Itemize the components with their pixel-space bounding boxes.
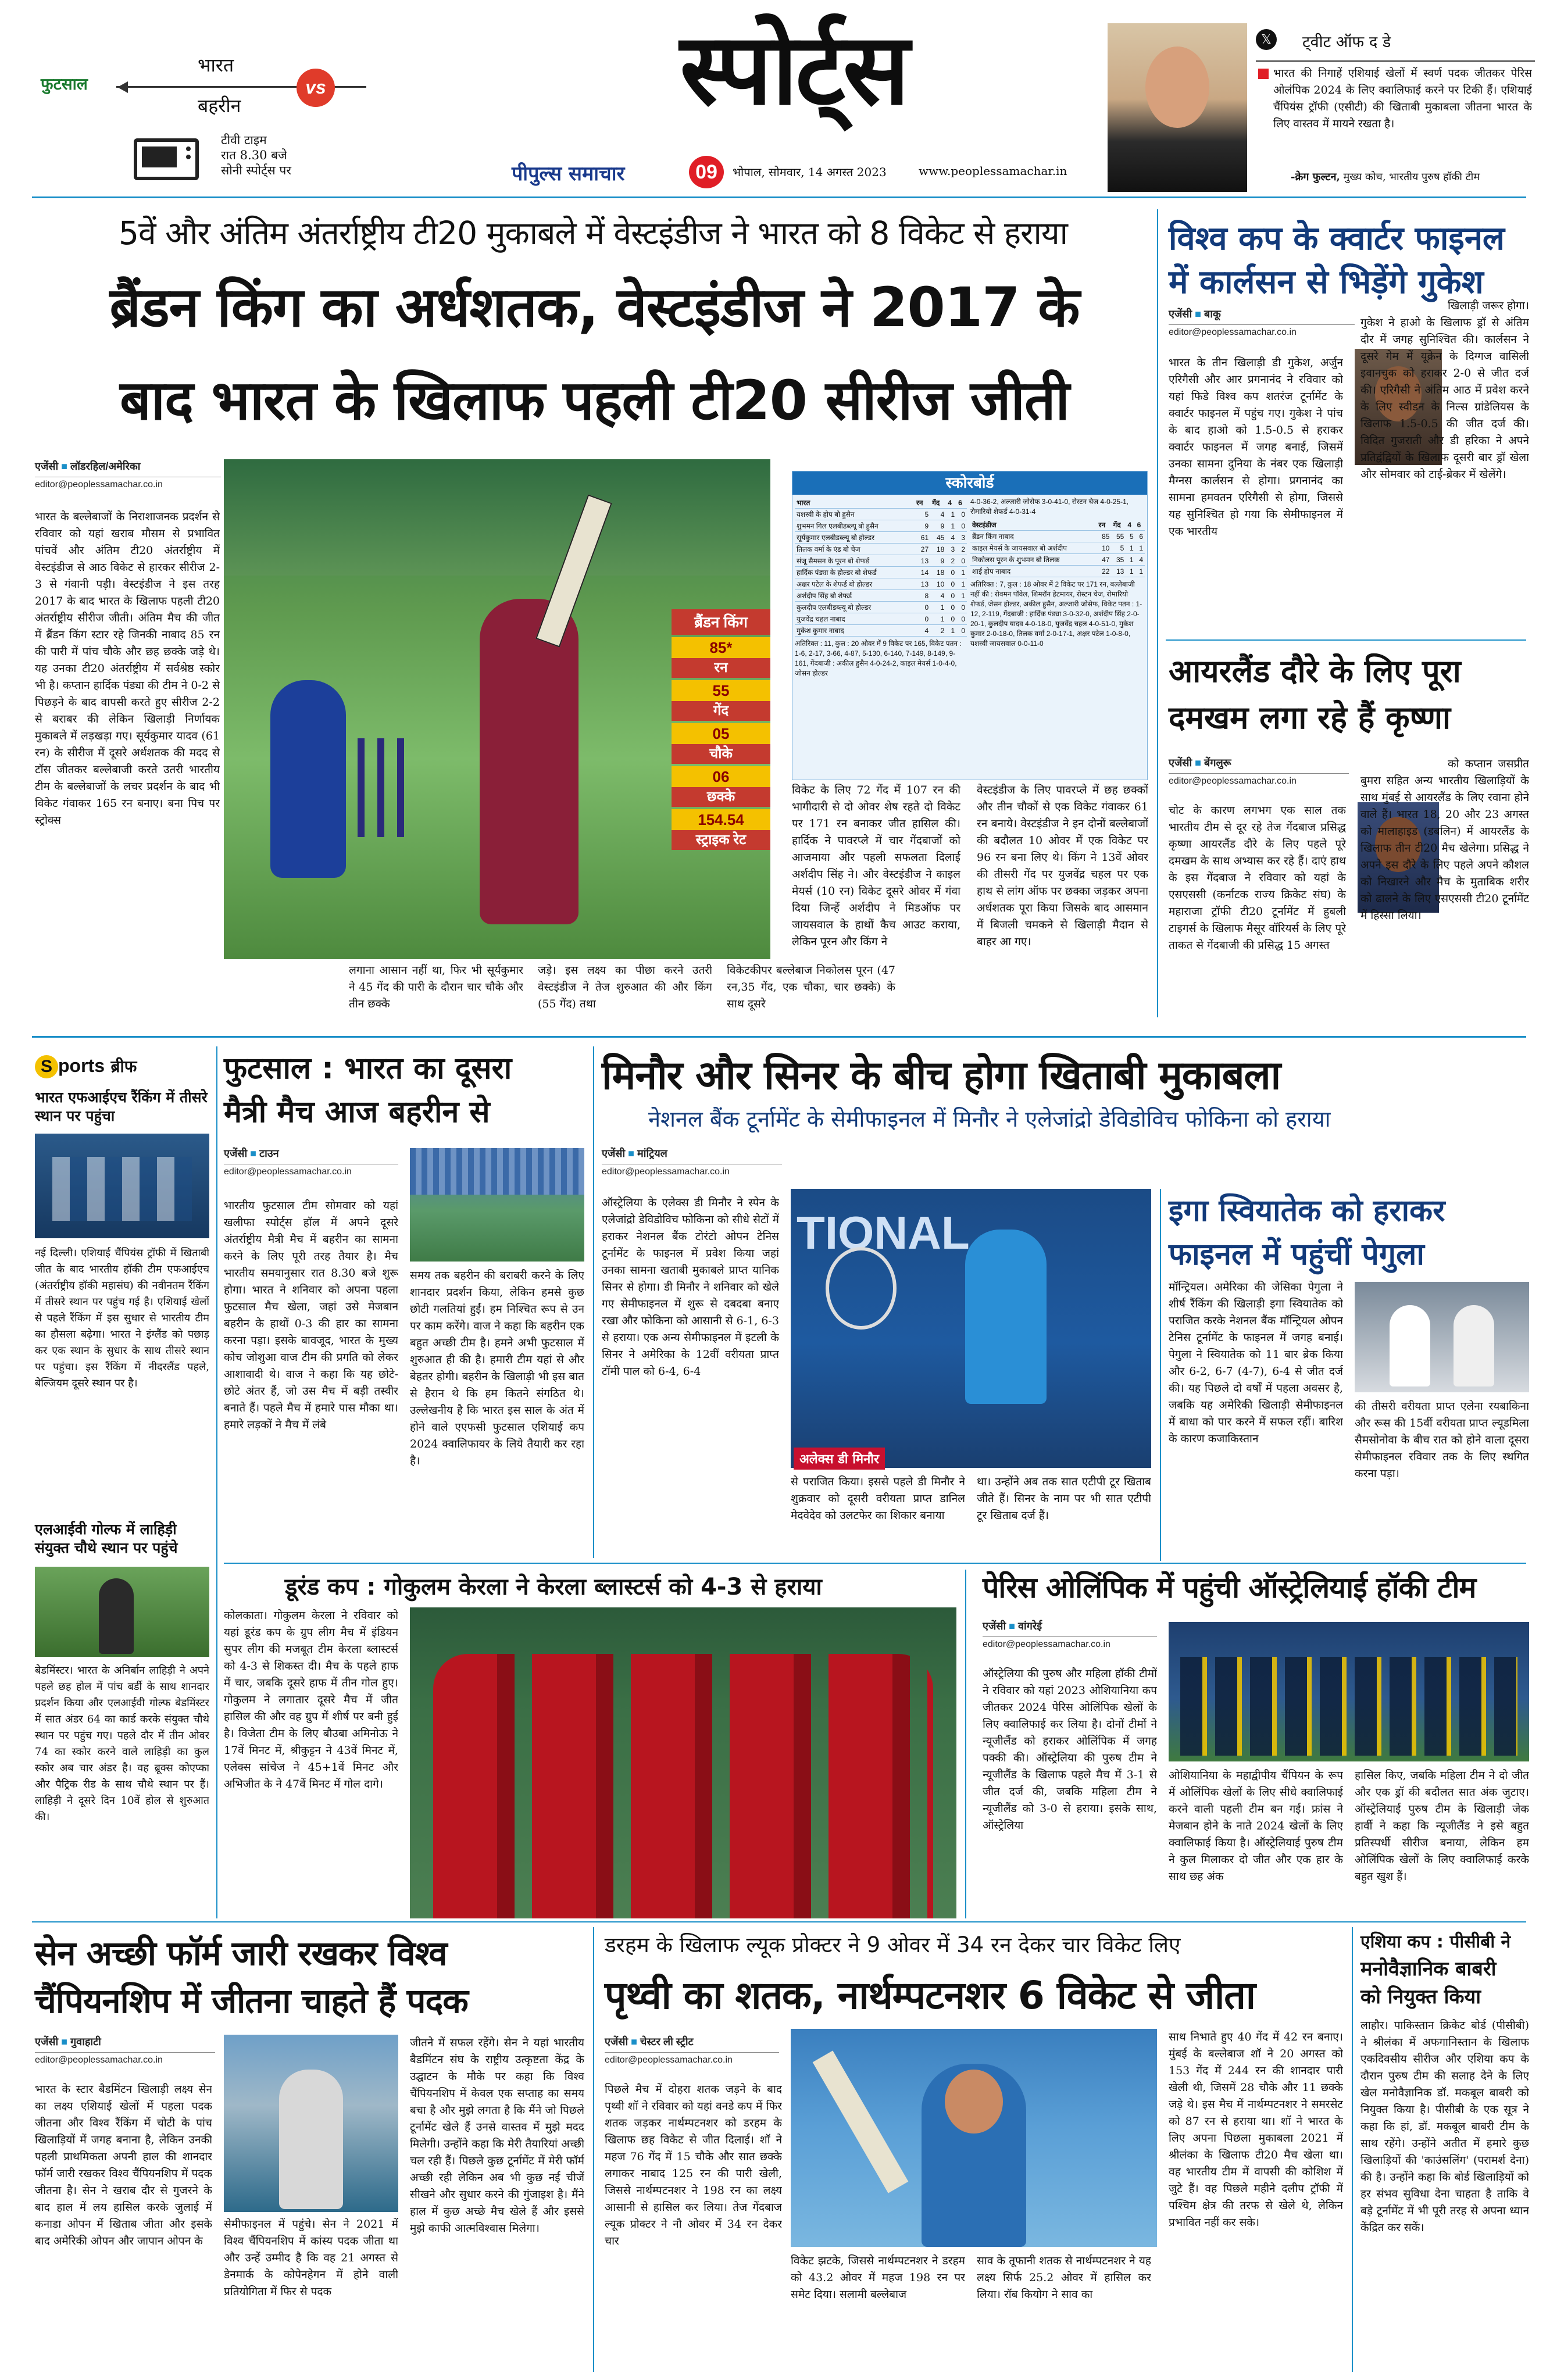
score-cell: 3	[946, 544, 956, 555]
score-cell: 1	[930, 613, 946, 625]
swiatek-col1: मॉन्ट्रियल। अमेरिका की जेसिका पेगुला ने शीर्ष रैंकिंग की खिलाड़ी इगा स्वियातेक को पराजित करके नेशनल बैंक मॉन्ट्रियल ओपन टेनिस टूर्नामेंट के फाइनल में जगह बनाई। पेगुला ने स्वियातेक को 11 बार ब्रेक किया और 6-2, 6-7 (4-7), 6-4 से जीत दर्ज की। यह पिछले दो वर्षों में पहला अवसर है, जबकि यह अमेरिकी खिलाड़ी सेमीफाइनल में बाधा को पार करने में सफल रहीं। बारिश के कारण कजाकिस्तान	[1169, 1281, 1343, 1445]
promo-arrowhead	[117, 81, 128, 93]
score-cell: 1	[1126, 554, 1135, 566]
sen-place: गुवाहाटी	[70, 2036, 101, 2047]
stumps	[358, 738, 404, 837]
score-cell: 4	[930, 590, 946, 602]
futsal-col1: भारतीय फुटसाल टीम सोमवार को यहां खलीफा स्पोर्ट्स हॉल में अपने दूसरे अंतर्राष्ट्रीय मैत्री मैच में बहरीन का सामना करने के लिए पूरी तरह तैयार है। मैच भारतीय समयानुसार रात 8.30 बजे शुरू होगा। भारत ने शनिवार को अपना पहला फुटसाल मैच खेला, जहां उसे मेजबान बहरीन के हाथों 0-3 की हार का सामना करना पड़ा। इसके बावजूद, भारत के मुख्य कोच जोशुआ वाज टीम की प्रगति को लेकर आशावादी थे। वाज ने कहा कि यह छोटे-छोटे अंतर हैं, जो उस मैच में बड़ी तस्वीर बनाते हैं। पहले मैच में हमारे पास मौका था। हमारे लड़कों ने मैच में लंबे	[224, 1199, 398, 1431]
pegula-photo	[1355, 1282, 1529, 1392]
score-cell: 9	[930, 555, 946, 567]
score-cell: शुभमन गिल एलबीडब्ल्यू बो हुसैन	[795, 520, 915, 532]
score-cell: 0	[956, 625, 967, 637]
chess-headline-1: विश्व कप के क्वार्टर फाइनल	[1169, 220, 1505, 258]
score-cell: 4	[946, 532, 956, 544]
fielder-figure	[270, 680, 346, 878]
chess-email: editor@peoplessamachar.co.in	[1169, 324, 1355, 338]
score-cell: 4	[930, 509, 946, 520]
krishna-headline-1: आयरलैंड दौरे के लिए पूरा	[1169, 653, 1461, 689]
sen-col0: जीतने में सफल रहेंगे। सेन ने यहां भारतीय बैडमिंटन संघ के राष्ट्रीय उत्कृष्टता केंद्र के उद्घाटन के मौके पर कहा कि विश्व चैंपियनशिप में केवल एक सप्ताह का समय बचा है और मुझे लगता है कि मैंने जो पिछले टूर्नामेंट खेले हैं उनसे वास्तव में मुझे मदद मिलेगी। उन्होंने कहा कि मेरी तैयारियां अच्छी चल रही हैं। पिछले कुछ टूर्नामेंट में मेरी फॉर्म अच्छी रही लेकिन अब भी कुछ नई चीजें सीखने और सुधार करने की गुंजाइश है। मैंने हाल में कुछ अच्छे मैच खेले हैं और इससे मुझे काफी आत्मविश्वास मिलेगा।	[410, 2036, 584, 2235]
tennis-col2: से पराजित किया। इससे पहले डी मिनौर ने शुक्रवार को दूसरी वरीयता प्राप्त डानिल मेदवेदेव को उलटफेर का शिकार बनाया	[791, 1475, 965, 1522]
tv-icon	[134, 138, 199, 180]
score-cell: 1	[956, 578, 967, 590]
score-cell: 0	[956, 509, 967, 520]
brief-label	[35, 1055, 137, 1078]
bat1-wrap	[795, 497, 967, 678]
futsal-agency: एजेंसी	[224, 1148, 248, 1159]
score-row	[970, 542, 1145, 554]
score-cell: 47	[1097, 554, 1112, 566]
sen-photo	[224, 2035, 398, 2212]
durand-text: कोलकाता। गोकुलम केरला ने रविवार को यहां डूरंड कप के ग्रुप लीग मैच में इंडियन सुपर लीग की मजबूत टीम केरला ब्लास्टर्स को 4-3 से शिकस्त दी। मैच के पहले हाफ में चार, जबकि दूसरे हाफ में तीन गोल हुए। गोकुलम ने लगातार दूसरे मैच में जीत हासिल की और वह ग्रुप में शीर्ष पर बनी हुई है। विजेता टीम के लिए बौउबा अमिनोऊ ने 17वें मिनट में, श्रीकुट्टन ने 43वें मिनट में, एलेक्स सांचेज ने 45+1वें मिनट और अभिजीत के ने 47वें मिनट में गोल दागे।	[224, 1609, 398, 1791]
score-cell: 3	[956, 532, 967, 544]
vs-badge: vs	[297, 69, 335, 107]
stat-label: चौके	[672, 744, 770, 764]
hockey-headline: पेरिस ओलिंपिक में पहुंची ऑस्ट्रेलियाई हॉकी टीम	[983, 1571, 1476, 1604]
tweet-title: ट्वीट ऑफ द डे	[1302, 33, 1391, 51]
score-cell: संजू सैमसन के पूरन बो शेफर्ड	[795, 555, 915, 567]
futsal-promo	[29, 23, 355, 177]
score-cell: 13	[1111, 566, 1126, 577]
tv-line1: टीवी टाइम	[221, 133, 267, 147]
score-cell: 85	[1097, 531, 1112, 542]
tennis-place: मांट्रियल	[637, 1148, 667, 1159]
score-cell: 45	[930, 532, 946, 544]
score-cell: शाई होप नाबाद	[970, 566, 1097, 577]
brief2-head: एलआईवी गोल्फ में लाहिड़ी संयुक्त चौथे स्थान पर पहुंचे	[35, 1521, 178, 1556]
score-cell: 18	[930, 567, 946, 578]
tennis-caption: अलेक्स डी मिनौर	[794, 1448, 885, 1470]
scoreboard-title: स्कोरबोर्ड	[792, 471, 1147, 495]
stat-value: 05	[672, 723, 770, 744]
lead-col3: जड़े। इस लक्ष्य का पीछा करने उतरी वेस्टइंडीज ने तेज शुरुआत की और किंग (55 गेंद) तथा	[538, 964, 712, 1010]
score-cell: अर्शदीप सिंह बो शेफर्ड	[795, 590, 915, 602]
lead-headline-1: ब्रैंडन किंग का अर्धशतक, वेस्टइंडीज ने 2017 के	[109, 276, 1080, 340]
pcb-headline-2: को नियुक्त किया	[1360, 1985, 1481, 2009]
prithvi-col4: साथ निभाते हुए 40 गेंद में 42 रन बनाए। मुंबई के बल्लेबाज शॉ ने 20 अगस्त को 153 गेंद में 244 रन की शानदार पारी खेली थी, जिसमें 28 चौके और 11 छक्के जड़े थे। इस मैच में नार्थम्पटनशर ने समरसेट को 87 रन से हराया था। शॉ ने भारत के लिए अपना पिछला मुकाबला 2021 में श्रीलंका के खिलाफ टी20 मैच खेला था। वह भारतीय टीम में वापसी की कोशिश में जुटे हैं। वह पिछले महीने दलीप ट्रॉफी में पश्चिम क्षेत्र की तरफ से खेले थे, लेकिन प्रभावित नहीं कर सके।	[1169, 2031, 1343, 2229]
score-row	[795, 578, 967, 590]
score-row	[795, 567, 967, 578]
stat-label: रन	[672, 658, 770, 678]
score-cell: 35	[1111, 554, 1126, 566]
tennis-rule	[1160, 1189, 1161, 1561]
score-cell: 4	[915, 625, 930, 637]
brief2-text: बेडमिंस्टर। भारत के अनिर्बान लाहिड़ी ने अपने पहले छह होल में पांच बर्डी के साथ शानदार प्रदर्शन किया और एलआईवी गोल्फ बेडमिंस्टर में सात अंडर 64 का कार्ड करके संयुक्त चौथे स्थान पर पहुंच गए। पहले दौर में तीन ओवर 74 का स्कोर करने वाले लाहिड़ी का कुल स्कोर अब चार अंडर है। वह ब्रूक्स कोएप्का और पैट्रिक रीड के साथ चौथे स्थान पर हैं। लाहिड़ी ने दूसरे दिन 10वें होल से शुरुआत की।	[35, 1664, 209, 1823]
chess-headline-2: में कार्लसन से भिड़ेंगे गुकेश	[1169, 263, 1484, 301]
score-row	[970, 566, 1145, 577]
stat-label: स्ट्राइक रेट	[672, 830, 770, 850]
tennis-byline: एजेंसी ■ मांट्रियल editor@peoplessamachar.co.in	[602, 1146, 782, 1177]
tweet-author-name: -क्रेग फुल्टन,	[1291, 171, 1340, 183]
futsal-headline-1: फुटसाल : भारत का दूसरा	[224, 1051, 512, 1086]
brief1-head: भारत एफआईएच रैंकिंग में तीसरे स्थान पर पहुंचा	[35, 1089, 208, 1124]
score-cell: सूर्यकुमार एलबीडब्ल्यू बो होल्डर	[795, 532, 915, 544]
futsal-byline: एजेंसी ■ टाउन editor@peoplessamachar.co.in	[224, 1146, 398, 1177]
score-cell: 6	[1135, 531, 1145, 542]
score-header-cell: 6	[1135, 519, 1145, 531]
score-cell: 10	[930, 578, 946, 590]
stat-list	[672, 637, 770, 850]
brief-rule	[216, 1046, 217, 1918]
lead-col2: लगाना आसान नहीं था, फिर भी सूर्यकुमार ने 45 गेंद की पारी के दौरान चार चौके और तीन छक्के	[349, 964, 523, 1010]
score-row	[795, 602, 967, 613]
score-row	[795, 532, 967, 544]
sen-headline-2: चैंपियनशिप में जीतना चाहते हैं पदक	[35, 1981, 468, 2021]
team1-label: भारत	[198, 54, 234, 76]
score-row	[795, 625, 967, 637]
score-cell: 2	[930, 625, 946, 637]
prithvi-col3: साव के तूफानी शतक से नार्थम्पटनशर ने यह लक्ष्य सिर्फ 25.2 ओवर में हासिल कर लिया। रॉब कियोग ने साव का	[977, 2254, 1151, 2301]
deminaur-photo: TIONAL	[791, 1189, 1151, 1468]
futsal-photo	[410, 1148, 584, 1262]
score-header-cell: वेस्टइंडीज	[970, 519, 1097, 531]
site-url: www.peoplessamachar.in	[919, 164, 1067, 178]
krishna-place: बेंगलुरू	[1204, 757, 1231, 769]
brief-word: ब्रीफ	[110, 1057, 137, 1075]
sen-headline-1: सेन अच्छी फॉर्म जारी रखकर विश्व	[35, 1934, 447, 1973]
sen-rule	[593, 1927, 594, 2372]
lead-col1: भारत के बल्लेबाजों के निराशाजनक प्रदर्शन से रविवार को यहां खराब मौसम से प्रभावित पांचवें और अंतिम टी20 अंतर्राष्ट्रीय में वेस्टइंडीज से आठ विकेट से हारकर सीरीज 2-3 से गंवानी पड़ी। वेस्टइंडीज ने इस तरह 2017 के बाद भारत के खिलाफ पहली टी20 अंतर्राष्ट्रीय सीरीज जीती। अंतिम मैच की जीत में ब्रैंडन किंग स्टार रहे जिनकी नाबाद 85 रन की पारी में पांच चौके और छह छक्के जड़े थे। यह उनका टी20 अंतर्राष्ट्रीय में सर्वश्रेष्ठ स्कोर भी है। कप्तान हार्दिक पंड्या की टीम ने 0-2 से पिछड़ने के बाद वापसी करते हुए सीरीज 2-2 से बराबर की लेकिन खिलाड़ी निर्णायक मुकाबले में लड़खड़ा गए। सूर्यकुमार यादव (61 रन) के सीरीज में दूसरे अर्धशतक की मदद से टॉस जीतकर बल्लेबाजी करते उतरी भारतीय टीम के बल्लेबाजों के लचर प्रदर्शन के बाद भी विकेट गंवाकर 165 रन बनाए। बना पिच पर स्ट्रोक्स	[35, 510, 220, 827]
score-cell: हार्दिक पंड्या के होल्डर बो शेफर्ड	[795, 567, 915, 578]
pcb-text: लाहौर। पाकिस्तान क्रिकेट बोर्ड (पीसीबी) ने श्रीलंका में अफगानिस्तान के खिलाफ एकदिवसीय सीरीज और एशिया कप के दौरान पुरुष टीम की सलाह देने के लिए खेल मनोवैज्ञानिक डॉ. मकबूल बाबरी को नियुक्त किया है। पीसीबी के एक सूत्र ने कहा कि हां, डॉ. मकबूल बाबरी टीम के साथ रहेंगे। उन्होंने अतीत में हमारे कुछ खिलाड़ियों की 'काउंसलिंग' (परामर्श देना) की है। उन्होंने कहा कि बोर्ड खिलाड़ियों को हर संभव सुविधा देना चाहता है ताकि वे बड़े टूर्नामेंट में भी पूरी तरह से अपना ध्यान केंद्रित कर सकें।	[1360, 2019, 1529, 2234]
futsal-email: editor@peoplessamachar.co.in	[224, 1164, 398, 1177]
score-cell: 9	[915, 520, 930, 532]
x-icon: 𝕏	[1256, 29, 1277, 50]
chess-col1: भारत के तीन खिलाड़ी डी गुकेश, अर्जुन एरिगैसी और आर प्रगनानंद ने रविवार को यहां फिडे विश्व कप शतरंज टूर्नामेंट के क्वार्टर फाइनल में पहुंच गए। गुकेश ने पांच के बाद हाओ को 1.5-0.5 से हराकर क्वार्टर फाइनल में जगह बनाई, जिसमें उनका सामना दुनिया के नंबर एक खिलाड़ी मैग्नस कार्लसन से होगा। प्रगनानंद का सामना हमवतन एरिगैसी से होगा, जिससे यह सुनिश्चित हो गया कि सेमीफाइनल में एक भारतीय	[1169, 356, 1343, 538]
chess-rule	[1166, 639, 1526, 641]
futsal-headline-2: मैत्री मैच आज बहरीन से	[224, 1095, 490, 1130]
score-cell: युजवेंद्र चहल नाबाद	[795, 613, 915, 625]
chess-col2: खिलाड़ी जरूर होगा। गुकेश ने हाओ के खिलाफ ड्रॉ से अंतिम दौर में जगह सुनिश्चित की। कार्लसन ने दूसरे गेम में यूक्रेन के दिग्गज वासिली इवानचुक को हराकर 2-0 से जीत दर्ज की। एरिगैसी ने अंतिम आठ में प्रवेश करने के लिए स्वीडन के निल्स ग्रांडेलियस के खिलाफ 1.5-0.5 की जीत दर्ज की। विदित गुजराती और डी हरिका ने अपने प्रतिद्वंद्वियों के खिलाफ दूसरी बार ड्रॉ खेला और सोमवार को टाई-ब्रेकर में खेलेंगे।	[1360, 299, 1529, 481]
score-cell: 0	[915, 602, 930, 613]
score-cell: 1	[1126, 566, 1135, 577]
futsal-label: फुटसाल	[41, 75, 88, 93]
score-cell: 1	[946, 509, 956, 520]
hockey-agency: एजेंसी	[983, 1620, 1006, 1632]
player-body	[965, 1230, 1047, 1404]
score-cell: 0	[946, 613, 956, 625]
tennis-headline: मिनौर और सिनर के बीच होगा खिताबी मुकाबला	[602, 1053, 1281, 1099]
tweet-box	[1256, 23, 1535, 192]
tv-time	[221, 133, 291, 178]
sen-email: editor@peoplessamachar.co.in	[35, 2052, 215, 2065]
score-header-row	[795, 497, 967, 509]
score-cell: अक्षर पटेल के शेफर्ड बो होल्डर	[795, 578, 915, 590]
hockey-email: editor@peoplessamachar.co.in	[983, 1636, 1157, 1650]
paper-name: पीपुल्स समाचार	[512, 162, 625, 185]
score-cell: 0	[946, 590, 956, 602]
score-cell: निकोलस पूरन के शुभमन बो तिलक	[970, 554, 1097, 566]
score-cell: 2	[946, 555, 956, 567]
score-row	[795, 520, 967, 532]
score-cell: 2	[956, 544, 967, 555]
futsal-rule	[593, 1046, 594, 1558]
sen-agency: एजेंसी	[35, 2036, 59, 2047]
swiatek-headline-1: इगा स्वियातेक को हराकर	[1169, 1193, 1445, 1228]
score-row	[795, 590, 967, 602]
tweet-author-role: मुख्य कोच, भारतीय पुरुष हॉकी टीम	[1343, 171, 1480, 183]
lead-headline-2: बाद भारत के खिलाफ पहली टी20 सीरीज जीती	[120, 369, 1069, 433]
score-header-cell: भारत	[795, 497, 915, 509]
golf-photo	[35, 1567, 209, 1657]
swiatek-headline-2: फाइनल में पहुंचीं पेगुला	[1169, 1237, 1424, 1272]
hockey-col1: ऑस्ट्रेलिया की पुरुष और महिला हॉकी टीमों ने रविवार को यहां 2023 ओशियानिया कप जीतकर 2024 पेरिस ओलिंपिक खेलों के लिए क्वालिफाई कर लिया है। दोनों टीमों ने न्यूजीलैंड को हराकर ओलिंपिक में जगह पक्की की। ऑस्ट्रेलिया की पुरुष टीम ने न्यूजीलैंड के खिलाफ पहले मैच में 3-1 से जीत दर्ज की, जबकि महिला टीम ने न्यूजीलैंड को 3-0 से हराया। इसके साथ, ऑस्ट्रेलिया	[983, 1667, 1157, 1832]
chess-agency: एजेंसी	[1169, 308, 1192, 320]
score-cell: 27	[915, 544, 930, 555]
score-cell: 0	[956, 613, 967, 625]
score-row	[970, 531, 1145, 542]
mid-rule	[32, 1036, 1526, 1038]
lead-col6: वेस्टइंडीज के लिए पावरप्ले में छह छक्कों और तीन चौकों से एक विकेट गंवाकर 61 रन बनाये। वेस्टइंडीज ने इन दोनों बल्लेबाजों की बदौलत 10 ओवर में एक विकेट पर 96 रन बना लिए थे। किंग ने 13वें ओवर की तीसरी गेंद पर युजवेंद्र चहल पर एक हाथ से लांग ऑफ पर छक्का जड़कर अपना अर्धशतक पूरा किया जिसके बाद आसमान में बिजली चमकने से खिलाड़ी मैदान से बाहर आ गए।	[977, 784, 1148, 948]
tweet-author	[1291, 170, 1480, 184]
player-group	[433, 1654, 933, 1918]
score-header-cell: गेंद	[930, 497, 946, 509]
tweet-rule	[1256, 60, 1535, 62]
brief-s-badge: S	[35, 1055, 58, 1078]
score-cell: कुलदीप एलबीडब्ल्यू बो होल्डर	[795, 602, 915, 613]
prithvi-photo	[791, 2029, 1157, 2247]
prithvi-headline: पृथ्वी का शतक, नार्थम्पटनशर 6 विकेट से जीता	[605, 1973, 1255, 2018]
score-cell: 55	[1111, 531, 1126, 542]
scoreboard	[792, 471, 1148, 780]
krishna-headline-2: दमखम लगा रहे हैं कृष्णा	[1169, 699, 1451, 736]
score-cell: 14	[915, 567, 930, 578]
hockey-col2: ओशियानिया के महाद्वीपीय चैंपियन के रूप में ओलिंपिक खेलों के लिए सीधे क्वालिफाई करने वाली पहली टीम बन गई। फ्रांस ने मेजबान होने के नाते 2024 खेलों के लिए क्वालिफाई किया है। ऑस्ट्रेलियाई पुरुष टीम ने कुल मिलाकर दो जीत और एक हार के साथ छह अंक	[1169, 1769, 1343, 1883]
hockey-place: वांगरेई	[1018, 1620, 1042, 1632]
masthead-strip	[512, 156, 1093, 191]
lower-rule	[224, 1563, 1526, 1564]
masthead-rule	[32, 196, 1526, 198]
stat-value: 154.54	[672, 809, 770, 830]
tennis-col3: था। उन्होंने अब तक सात एटीपी टूर खिताब जीते हैं। सिनर के नाम पर भी सात एटीपी टूर खिताब दर्ज हैं।	[977, 1475, 1151, 1522]
score-cell: 0	[946, 602, 956, 613]
score-header-cell: रन	[1097, 519, 1112, 531]
player-name: ब्रैंडन किंग	[672, 609, 770, 635]
score-row	[795, 555, 967, 567]
team2-label: बहरीन	[198, 95, 241, 117]
lead-col5: विकेट के लिए 72 गेंद में 107 रन की भागीदारी से दो ओवर शेष रहते दो विकेट पर 171 रन बनाकर जीत हासिल की। हार्दिक ने पावरप्ले में चार गेंदबाजों को आजमाया और पहली सफलता दिलाई अर्शदीप सिंह ने। और वेस्टइंडीज ने काइल मेयर्स (10 रन) विकेट दूसरे ओवर में गंवा दिया जिन्हें अर्शदीप ने मिडऑफ पर जायसवाल के हाथों कैच आउट कराया, लेकिन पूरन और किंग ने	[792, 784, 960, 948]
score-header-cell: गेंद	[1111, 519, 1126, 531]
stat-value: 06	[672, 766, 770, 787]
score-header-cell: 6	[956, 497, 967, 509]
tweet-text: भारत की निगाहें एशियाई खेलों में स्वर्ण पदक जीतकर पेरिस ओलंपिक 2024 के लिए क्वालिफाई करने पर टिकी हैं। एशियाई चैंपियंस ट्रॉफी (एसीटी) की खिताबी मुकाबला जीतना भारत के लिए वास्तव में मायने रखता है।	[1273, 67, 1532, 130]
score-cell: 9	[930, 520, 946, 532]
score-cell: 18	[930, 544, 946, 555]
score-cell: 1	[956, 590, 967, 602]
score-cell: यशस्वी के होप बो हुसैन	[795, 509, 915, 520]
chess-byline: एजेंसी ■ बाकू editor@peoplessamachar.co.in	[1169, 307, 1355, 338]
dateline: भोपाल, सोमवार, 14 अगस्त 2023	[733, 165, 887, 179]
krishna-byline: एजेंसी ■ बेंगलुरू editor@peoplessamachar.co.in	[1169, 756, 1349, 787]
hockey-brief-photo	[35, 1134, 209, 1238]
score-cell: 1	[930, 602, 946, 613]
brief1-text: नई दिल्ली। एशियाई चैंपियंस ट्रॉफी में खिताबी जीत के बाद भारतीय हॉकी टीम एफआईएच (अंतर्राष्ट्रीय हॉकी महासंघ) की नवीनतम रैंकिंग में तीसरे स्थान पर पहुंच गई है। एशियाई खेलों से पहले रैंकिंग में इस सुधार से भारतीय टीम का हौसला बढ़ेगा। भारत ने इंग्लैंड को पछाड़ कर एक स्थान के सुधार के साथ तीसरे स्थान पर पहुंचा। इस रैंकिंग में नीदरलैंड पहले, बेल्जियम दूसरे स्थान पर है।	[35, 1247, 209, 1389]
score-cell: 13	[915, 555, 930, 567]
score-cell: काइल मेयर्स के जायसवाल बो अर्शदीप	[970, 542, 1097, 554]
india-extras: अतिरिक्त : 11, कुल : 20 ओवर में 9 विकेट पर 165, विकेट पतन : 1-6, 2-17, 3-66, 4-87, 5-130, 6-140, 7-149, 8-149, 9-161, गेंदबाजी : अकील हुसैन 4-0-24-2, काइल मेयर्स 1-0-4-0, जोसन होल्डर	[795, 639, 962, 677]
krishna-col1: चोट के कारण लगभग एक साल तक भारतीय टीम से दूर रहे तेज गेंदबाज प्रसिद्ध कृष्णा आयरलैंड दौरे के लिए पहले पूरे दमखम के साथ अभ्यास कर रहे हैं। दाएं हाथ के इस गेंदबाज ने रविवार को यहां के एसएससी (कर्नाटक राज्य क्रिकेट संघ) के महाराजा ट्रॉफी टी20 टूर्नामेंट में हुबली टाइगर्स के खिलाफ मैसूर वॉरियर्स के लिए पूरे ताकत से गेंदबाजी की प्रसिद्ध 15 अगस्त	[1169, 804, 1346, 952]
stat-label: छक्के	[672, 787, 770, 807]
hockey-byline: एजेंसी ■ वांगरेई editor@peoplessamachar.co.in	[983, 1619, 1157, 1650]
score-cell: 1	[1126, 542, 1135, 554]
hockey-col3: हासिल किए, जबकि महिला टीम ने दो जीत और एक ड्रॉ की बदौलत सात अंक जुटाए। ऑस्ट्रेलियाई पुरुष टीम के खिलाड़ी जेक हार्वी ने कहा कि न्यूजीलैंड ने इसे बहुत प्रतिस्पर्धी सीरीज बनाया, लेकिन हम ओलिंपिक खेलों के लिए क्वालिफाई करके बहुत खुश हैं।	[1355, 1769, 1529, 1883]
bat2-wrap	[970, 497, 1145, 649]
score-cell: ब्रैंडन किंग नाबाद	[970, 531, 1097, 542]
lead-col4: विकेटकीपर बल्लेबाज निकोलस पूरन (47 रन,35 गेंद, एक चौका, चार छक्के) के साथ दूसरे	[727, 964, 895, 1010]
prithvi-col2: विकेट झटके, जिससे नार्थम्पटनशर ने डरहम को 43.2 ओवर में महज 198 रन पर समेट दिया। सलामी बल्लेबाज	[791, 2254, 965, 2301]
score-cell: 10	[1097, 542, 1112, 554]
score-cell: 5	[1111, 542, 1126, 554]
prithvi-agency: एजेंसी	[605, 2036, 628, 2047]
player-stat-box	[672, 609, 770, 850]
pcb-headline-1: मनोवैज्ञानिक बाबरी	[1360, 1957, 1497, 1981]
tennis-agency: एजेंसी	[602, 1148, 626, 1159]
tennis-col1: ऑस्ट्रेलिया के एलेक्स डी मिनौर ने स्पेन के एलेजांद्रो डेविडोविच फोकिना को सीधे सेटों में हराकर नेशनल बैंक टोरंटो ओपन टेनिस टूर्नामेंट के फाइनल में प्रवेश किया जहां उनका सामना खताबी मुकाबले प्राप्त यानिक सिनर से होगा। डी मिनौर ने शनिवार को खेले गए सेमीफाइनल में शुरू से दबदबा बनाए रखा और फोकिना को आसानी से 6-1, 6-3 से हराया। एक अन्य सेमीफाइनल में इटली के सिनर ने अमेरिका के 12वीं वरीयता प्राप्त टॉमी पाल को 6-4, 6-4	[602, 1196, 779, 1378]
coach-photo	[1108, 23, 1247, 192]
score-cell: 4	[1135, 554, 1145, 566]
masthead-title: स्पोर्ट्स	[680, 12, 908, 127]
score-header-cell: रन	[915, 497, 930, 509]
stat-value: 55	[672, 680, 770, 701]
lead-col2-top	[224, 962, 340, 1017]
krishna-email: editor@peoplessamachar.co.in	[1169, 773, 1349, 787]
durand-headline: डूरंड कप : गोकुलम केरला ने केरला ब्लास्टर्स को 4-3 से हराया	[285, 1574, 822, 1600]
lead-email: editor@peoplessamachar.co.in	[35, 477, 221, 490]
sen-col2: सेमीफाइनल में पहुंचे। सेन ने 2021 में विश्व चैंपियनशिप में कांस्य पदक जीता था और उन्हें उम्मीद है कि वह 21 अगस्त से डेनमार्क के कोपेनहेगन में होने वाली प्रतियोगिता में फिर से पदक	[224, 2218, 398, 2298]
prithvi-col1: पिछले मैच में दोहरा शतक जड़ने के बाद पृथ्वी शॉ ने रविवार को यहां वनडे कप में फिर शतक जड़कर नार्थम्पटनशर को डरहम के खिलाफ छह विकेट से जीत दिलाई। शॉ ने महज 76 गेंद में 15 चौके और सात छक्के लगाकर नाबाद 125 रन की पारी खेली, जिससे नार्थम्पटनशर ने 198 रन का लक्ष्य आसानी से हासिल कर लिया। तेज गेंदबाज ल्यूक प्रोक्टर ने नौ ओवर में 34 रन देकर चार	[605, 2083, 782, 2247]
pcb-kicker: एशिया कप : पीसीबी ने	[1360, 1932, 1511, 1952]
sen-byline: एजेंसी ■ गुवाहाटी editor@peoplessamachar.co.in	[35, 2035, 215, 2065]
score-cell: 0	[956, 520, 967, 532]
score-header-cell: 4	[1126, 519, 1135, 531]
sen-col1: भारत के स्टार बैडमिंटन खिलाड़ी लक्ष्य सेन का लक्ष्य एशियाई खेलों में पहला पदक जीतना और विश्व रैंकिंग में चोटी के पांच खिलाड़ियों में जगह बनाना है, लेकिन उनकी पहली प्राथमिकता अपनी हाल की शानदार फॉर्म जारी रखकर विश्व चैंपियनशिप में पदक जीतना है। सेन ने खराब दौर से गुजरने के बाद हाल में लय हासिल करके जुलाई में कनाडा ओपन में खिताब जीता और इसके बाद अमेरिकी ओपन और जापान ओपन के	[35, 2083, 212, 2247]
score-row	[795, 613, 967, 625]
tv-line2: रात 8.30 बजे	[221, 148, 287, 162]
wi-extras: अतिरिक्त : 7, कुल : 18 ओवर में 2 विकेट पर 171 रन, बल्लेबाजी नहीं की : रोवमन पॉवेल, शिमरॉन हेटमायर, रोस्टन चेज, रोमारियो शेफर्ड, जेसन होल्डर, अकील हुसैन, अल्जारी जोसेफ, विकेट पतन : 1-12, 2-119, गेंदबाजी : हार्दिक पंड्या 3-0-32-0, अर्शदीप सिंह 2-0-20-1, कुलदीप यादव 4-0-18-0, युजवेंद्र चहल 4-0-51-0, मुकेश कुमार 2-0-18-0, तिलक वर्मा 2-0-17-1, अक्षर पटेल 1-0-8-0, यशस्वी जायसवाल 0-0-11-0	[970, 580, 1142, 648]
score-row	[795, 544, 967, 555]
wi-batting-table	[970, 519, 1145, 577]
india-batting-table	[795, 497, 967, 637]
lead-place: लॉडरहिल/अमेरिका	[70, 460, 141, 472]
score-header-row	[970, 519, 1145, 531]
score-cell: 1	[956, 567, 967, 578]
score-row	[970, 554, 1145, 566]
india-bowling: 4-0-36-2, अल्जारी जोसेफ 3-0-41-0, रोस्टन चेज 4-0-25-1, रोमारियो शेफर्ड 4-0-31-4	[970, 498, 1129, 516]
krishna-agency: एजेंसी	[1169, 757, 1192, 769]
score-cell: 0	[956, 602, 967, 613]
durand-photo	[410, 1607, 956, 1918]
stat-value: 85*	[672, 637, 770, 658]
score-cell: मुकेश कुमार नाबाद	[795, 625, 915, 637]
futsal-col2: समय तक बहरीन की बराबरी करने के लिए शानदार प्रदर्शन किया, लेकिन हमसे कुछ छोटी गलतियां हुईं। हम निश्चित रूप से उन पर काम करेंगे। वाज ने कहा कि बहरीन एक बहुत अच्छी टीम है। हमने अभी फुटसाल में शुरुआत ही की है। हमारी टीम यहां से और बेहतर होगी। बहरीन के खिलाड़ी भी इस बात से हैरान थे कि हम कितने संगठित थे। उल्लेखनीय है कि भारत इस साल के अंत में होने वाले एएफसी फुटसाल एशियाई कप 2024 क्वालिफायर के लिये तैयारी कर रहा है।	[410, 1269, 584, 1467]
quote-icon	[1258, 69, 1269, 79]
hockey-team-photo	[1169, 1622, 1529, 1761]
lead-byline: एजेंसी ■ लॉडरहिल/अमेरिका editor@peoplessamachar.co.in	[35, 459, 221, 490]
score-cell: 0	[956, 555, 967, 567]
tennis-email: editor@peoplessamachar.co.in	[602, 1164, 782, 1177]
score-cell: 5	[1126, 531, 1135, 542]
lead-kicker: 5वें और अंतिम अंतर्राष्ट्रीय टी20 मुकाबले में वेस्टइंडीज ने भारत को 8 विकेट से हराया	[119, 215, 1067, 252]
score-cell: 22	[1097, 566, 1112, 577]
page-number: 09	[689, 156, 724, 188]
score-cell: 0	[946, 567, 956, 578]
prithvi-place: चेस्टर ली स्ट्रीट	[640, 2036, 694, 2047]
prithvi-rule	[1352, 1927, 1353, 2372]
score-cell: 8	[915, 590, 930, 602]
score-cell: 1	[1135, 566, 1145, 577]
batsman-figure	[480, 599, 578, 924]
chess-place: बाकू	[1204, 308, 1221, 320]
score-row	[795, 509, 967, 520]
score-cell: 1	[946, 520, 956, 532]
tennis-kicker: नेशनल बैंक टूर्नामेंट के सेमीफाइनल में मिनौर ने एलेजांद्रो डेविडोविच फोकिना को हराया	[648, 1106, 1331, 1132]
prithvi-kicker: डरहम के खिलाफ ल्यूक प्रोक्टर ने 9 ओवर में 34 रन देकर चार विकेट लिए	[605, 1932, 1181, 1957]
tv-line3: सोनी स्पोर्ट्स पर	[221, 163, 291, 177]
score-cell: तिलक वर्मा के एंड बो चेज	[795, 544, 915, 555]
futsal-place: टाउन	[259, 1148, 279, 1159]
score-cell: 13	[915, 578, 930, 590]
racket-shape	[826, 1247, 897, 1330]
krishna-col2: को कप्तान जसप्रीत बुमरा सहित अन्य भारतीय खिलाड़ियों के साथ मुंबई से आयरलैंड के लिए रवाना होने वाले हैं। भारत 18, 20 और 23 अगस्त को मालाहाइड (डबलिन) में आयरलैंड के खिलाफ तीन टी20 मैच खेलेगा। प्रसिद्ध ने अपने इस दौरे के लिए पहले अपने कौशल को निखारने और मैच के मुताबिक शरीर को ढालने के लिए एसएससी टी20 टूर्नामेंट में हिस्सा लिया।	[1360, 757, 1529, 922]
lead-right-rule	[1157, 209, 1158, 1017]
swiatek-col2: की तीसरी वरीयता प्राप्त एलेना रयबाकिना और रूस की 15वीं वरीयता प्राप्त ल्यूडमिला सैमसोनोवा के बीच रात को होने वाला दूसरा सेमीफाइनल रविवार तक के लिए स्थगित करना पड़ा।	[1355, 1400, 1529, 1480]
prithvi-byline: एजेंसी ■ चेस्टर ली स्ट्रीट editor@peoplessamachar.co.in	[605, 2035, 779, 2065]
brief-ports: ports	[58, 1055, 105, 1076]
stat-label: गेंद	[672, 701, 770, 721]
score-cell: 5	[915, 509, 930, 520]
score-cell: 0	[946, 578, 956, 590]
score-cell: 1	[1135, 542, 1145, 554]
score-cell: 61	[915, 532, 930, 544]
score-header-cell: 4	[946, 497, 956, 509]
bottom-rule	[32, 1921, 1526, 1922]
prithvi-email: editor@peoplessamachar.co.in	[605, 2052, 779, 2065]
lead-agency: एजेंसी	[35, 460, 59, 472]
score-cell: 0	[915, 613, 930, 625]
score-cell: 1	[946, 625, 956, 637]
durand-rule	[965, 1570, 966, 1918]
